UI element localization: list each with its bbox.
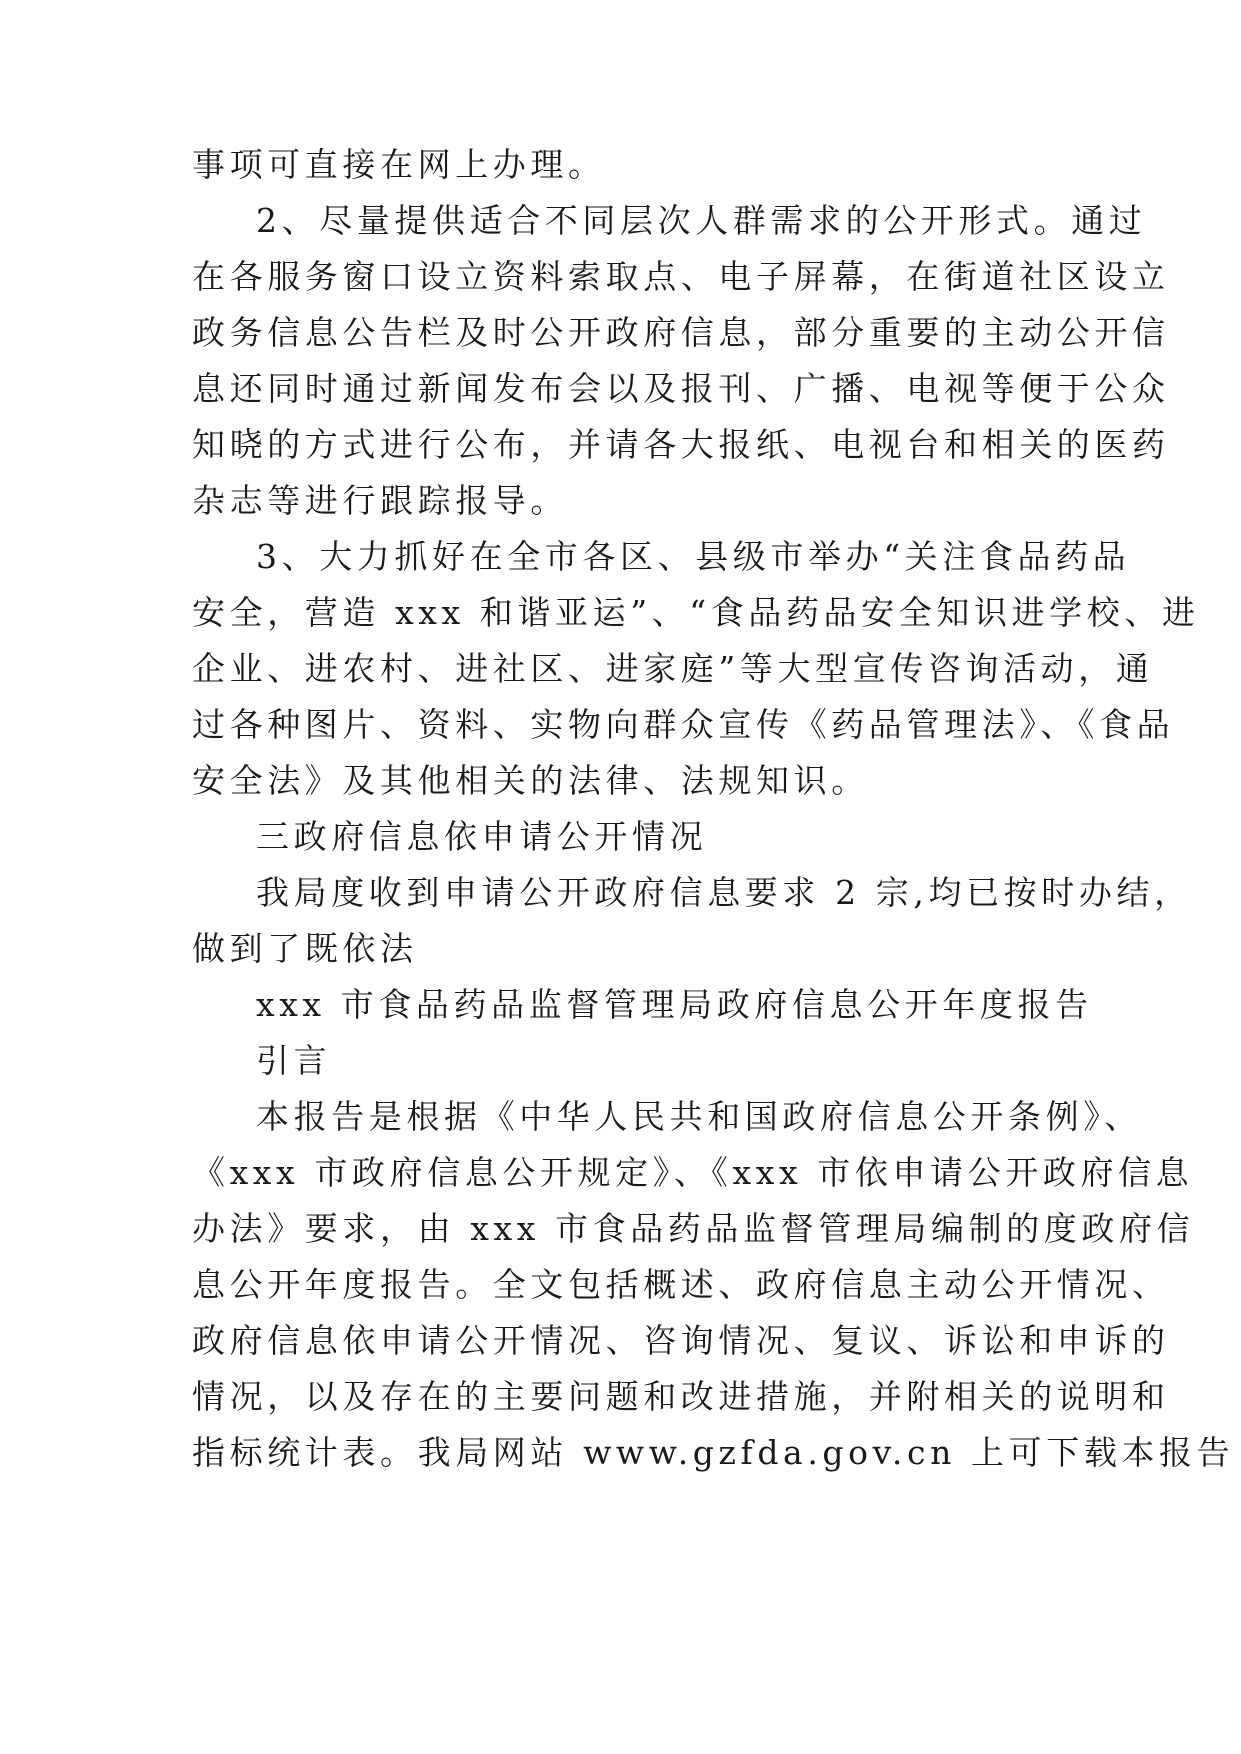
intro-heading: 引言 [256,1041,332,1080]
text-line: 过各种图片、资料、实物向群众宣传《药品管理法》、《食品 [192,705,1175,744]
text-line: 企业、进农村、进社区、进家庭”等大型宣传咨询活动，通 [192,649,1154,688]
text-line: 息公开年度报告。全文包括概述、政府信息主动公开情况、 [192,1265,1170,1304]
paragraph-start: 本报告是根据《中华人民共和国政府信息公开条例》、 [256,1097,1142,1136]
text-line: 安全，营造 xxx 和谐亚运”、“食品药品安全知识进学校、进 [192,593,1200,632]
report-title: xxx 市食品药品监督管理局政府信息公开年度报告 [256,985,1093,1024]
text-line: 情况，以及存在的主要问题和改进措施，并附相关的说明和 [192,1377,1170,1416]
paragraph-start: 我局度收到申请公开政府信息要求 2 宗,均已按时办结， [256,873,1192,912]
text-line: 政务信息公告栏及时公开政府信息，部分重要的主动公开信 [192,313,1170,352]
text-line: 安全法》及其他相关的法律、法规知识。 [192,761,869,800]
paragraph-3-start: 3、大力抓好在全市各区、县级市举办“关注食品药品 [256,537,1131,576]
paragraph-2-start: 2、尽量提供适合不同层次人群需求的公开形式。通过 [256,201,1147,240]
text-line: 做到了既依法 [192,929,418,968]
text-line: 政府信息依申请公开情况、咨询情况、复议、诉讼和申诉的 [192,1321,1170,1360]
text-line: 指标统计表。我局网站 www.gzfda.gov.cn 上可下载本报告 [192,1433,1235,1472]
section-heading: 三政府信息依申请公开情况 [256,817,708,856]
text-line: 息还同时通过新闻发布会以及报刊、广播、电视等便于公众 [192,369,1170,408]
text-line: 事项可直接在网上办理。 [192,145,606,184]
text-line: 在各服务窗口设立资料索取点、电子屏幕，在街道社区设立 [192,257,1170,296]
text-line: 办法》要求，由 xxx 市食品药品监督管理局编制的度政府信 [192,1209,1195,1248]
text-line: 知晓的方式进行公布，并请各大报纸、电视台和相关的医药 [192,425,1170,464]
text-line: 杂志等进行跟踪报导。 [192,481,568,520]
text-line: 《xxx 市政府信息公开规定》、《xxx 市依申请公开政府信息 [192,1153,1194,1192]
